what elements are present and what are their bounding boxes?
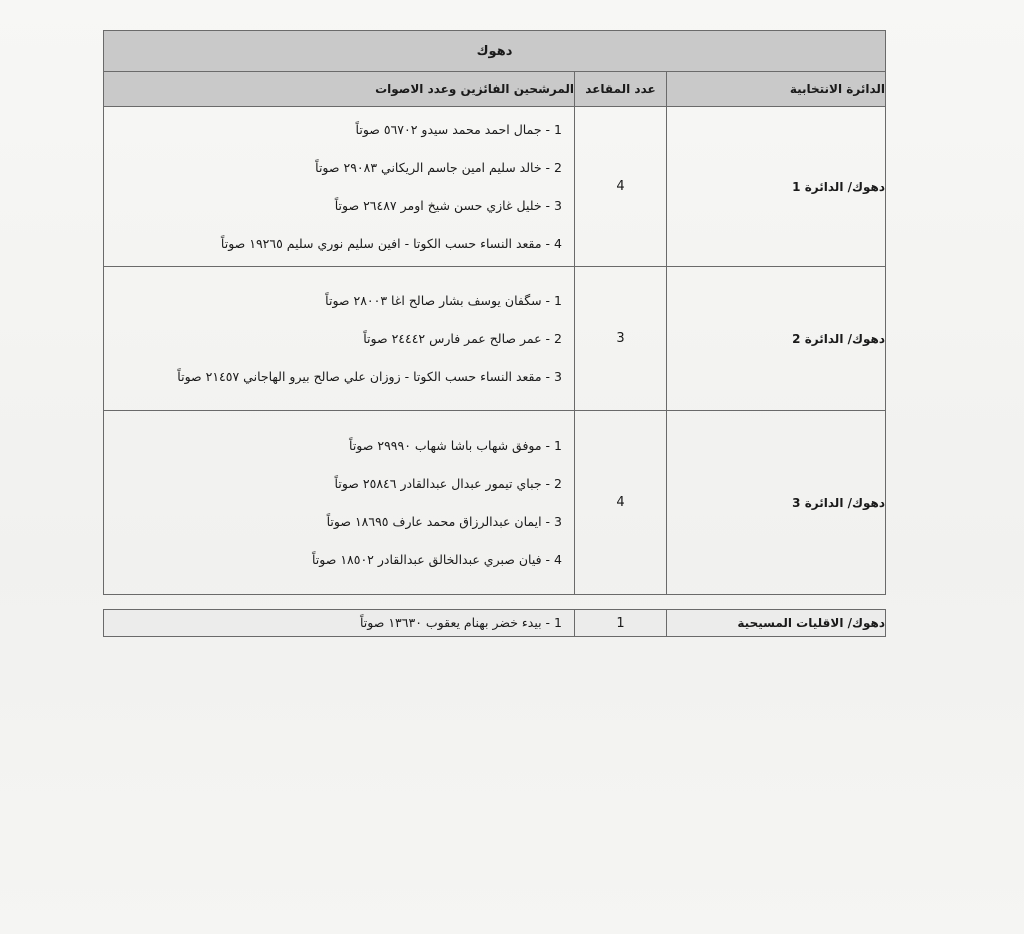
district-cell: دهوك/ الدائرة 2 — [667, 267, 886, 411]
seats-cell: 1 — [575, 610, 667, 637]
candidate-item: 1 - جمال احمد محمد سيدو ٥٦٧٠٢ صوتاً — [355, 121, 562, 137]
candidate-item: 1 - سگفان يوسف بشار صالح اغا ٢٨٠٠٣ صوتاً — [325, 292, 562, 308]
table-title: دهوك — [104, 31, 886, 72]
table-row — [104, 267, 886, 411]
candidate-item: 4 - فيان صبري عبدالخالق عبدالقادر ١٨٥٠٢ صوتاً — [311, 551, 562, 567]
candidate-item: 3 - خليل غازي حسن شيخ اومر ٢٦٤٨٧ صوتاً — [334, 197, 562, 213]
district-cell: دهوك/ الدائرة 3 — [667, 411, 886, 595]
table-spacer-row — [104, 595, 886, 610]
candidate-item: 2 - خالد سليم امين جاسم الريكاني ٢٩٠٨٣ صوتاً — [315, 159, 562, 175]
spacer-cell — [104, 595, 886, 610]
table-row — [104, 610, 886, 637]
district-cell: دهوك/ الدائرة 1 — [667, 107, 886, 267]
candidate-item: 3 - مقعد النساء حسب الكوتا - زوزان علي صالح بيرو الهاجاني ٢١٤٥٧ صوتاً — [177, 368, 562, 384]
district-cell: دهوك/ الاقليات المسيحية — [667, 610, 886, 637]
table-row — [104, 411, 886, 595]
seats-cell: 3 — [575, 267, 667, 411]
results-table — [103, 30, 886, 637]
table-header-row — [104, 72, 886, 107]
candidate-item: 1 - موفق شهاب باشا شهاب ٢٩٩٩٠ صوتاً — [349, 437, 562, 453]
header-seats: عدد المقاعد — [575, 72, 667, 107]
header-district: الدائرة الانتخابية — [667, 72, 886, 107]
table-title-row — [104, 31, 886, 72]
seats-cell: 4 — [575, 107, 667, 267]
candidate-item: 3 - ايمان عبدالرزاق محمد عارف ١٨٦٩٥ صوتاً — [326, 513, 562, 529]
candidates-cell — [104, 107, 575, 267]
seats-cell: 4 — [575, 411, 667, 595]
table-row — [104, 107, 886, 267]
candidate-item: 1 - بيدء خضر بهنام يعقوب ١٣٦٣٠ صوتاً — [360, 615, 562, 630]
candidate-item: 2 - جباي تيمور عبدال عبدالقادر ٢٥٨٤٦ صوتاً — [334, 475, 562, 491]
candidates-cell — [104, 610, 575, 637]
candidate-item: 4 - مقعد النساء حسب الكوتا - افين سليم نوري سليم ١٩٢٦٥ صوتاً — [220, 235, 562, 251]
candidates-cell — [104, 267, 575, 411]
candidate-item: 2 - عمر صالح عمر فارس ٢٤٤٤٢ صوتاً — [363, 330, 562, 346]
header-candidates: المرشحين الفائزين وعدد الاصوات — [104, 72, 575, 107]
candidates-cell — [104, 411, 575, 595]
